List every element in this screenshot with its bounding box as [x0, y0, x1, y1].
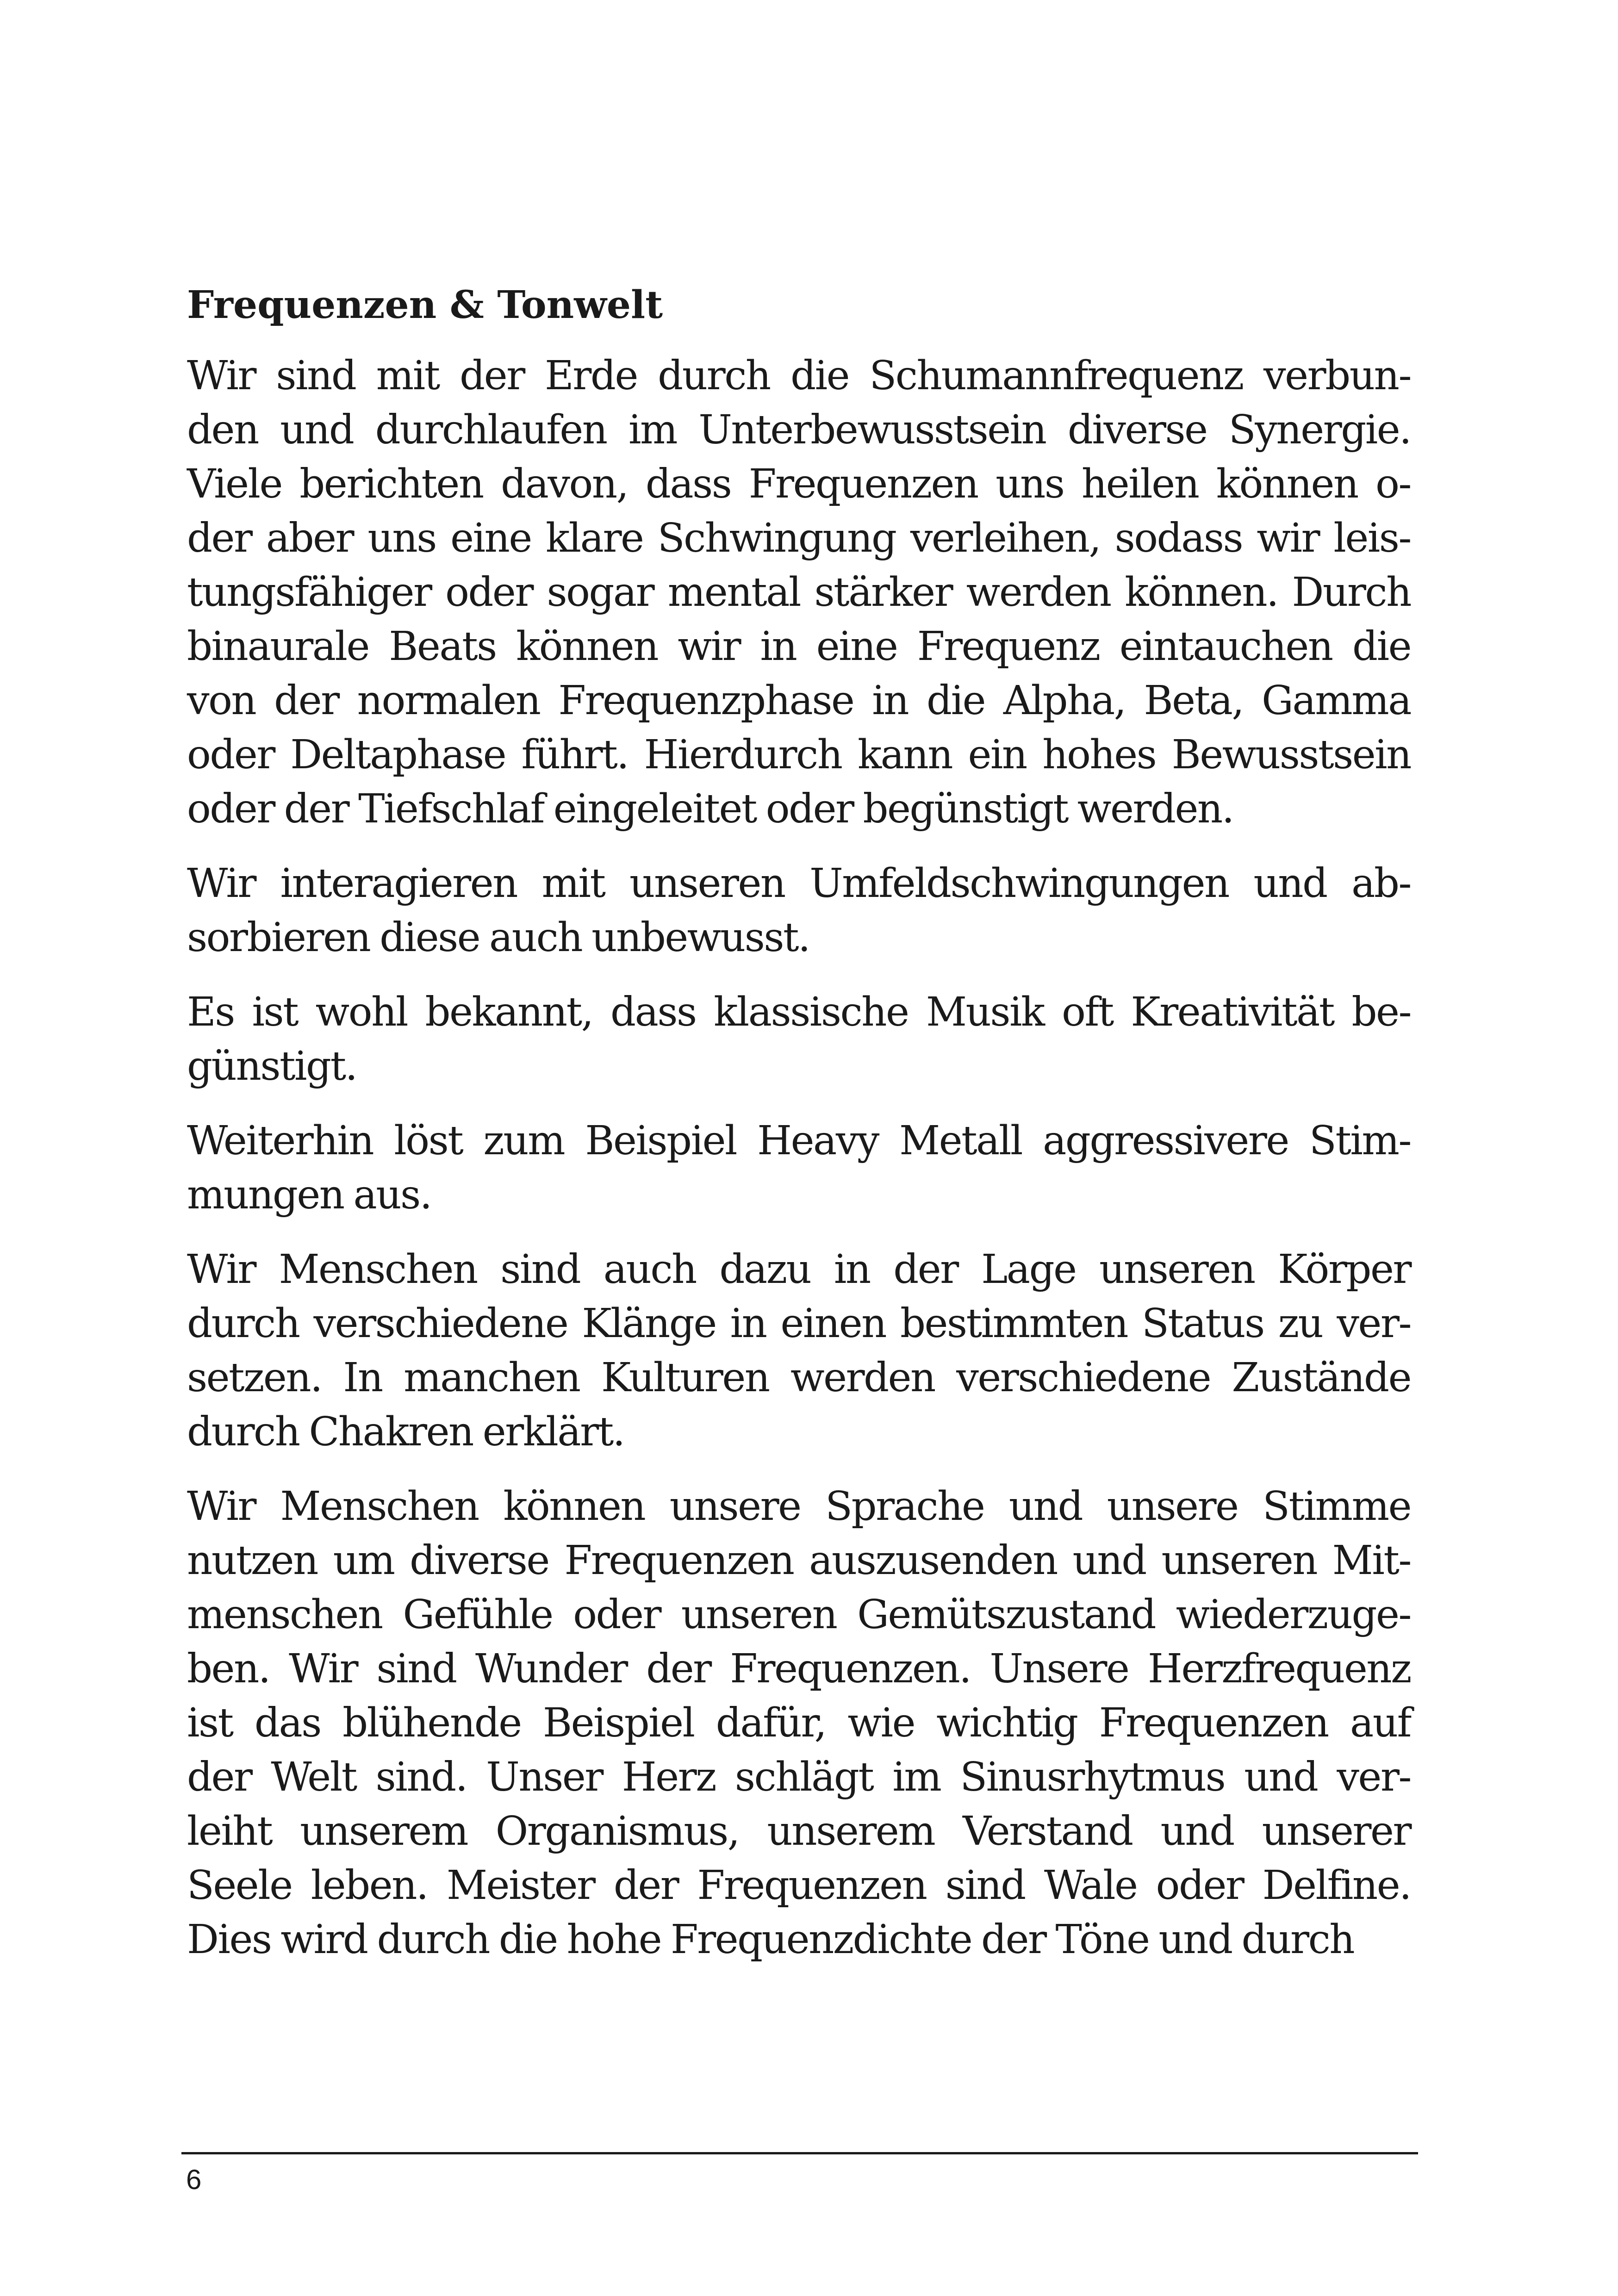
body-paragraph	[187, 349, 1411, 836]
text-line: Es ist wohl bekannt, dass klassische Musik oft Kreativität be-	[187, 989, 1411, 1036]
text-line: von der normalen Frequenzphase in die Alpha, Beta, Gamma	[187, 678, 1411, 724]
text-line: oder Deltaphase führt. Hierdurch kann ein hohes Bewusstsein	[187, 732, 1411, 778]
text-line: Wir Menschen können unsere Sprache und unsere Stimme	[187, 1483, 1411, 1530]
body-paragraph	[187, 857, 1411, 965]
page-number: 6	[186, 2164, 202, 2195]
text-line: binaurale Beats können wir in eine Frequenz eintauchen die	[187, 623, 1411, 670]
body-paragraph	[187, 985, 1411, 1094]
text-line: setzen. In manchen Kulturen werden verschiedene Zustände	[187, 1355, 1411, 1401]
text-line: ben. Wir sind Wunder der Frequenzen. Unsere Herzfrequenz	[187, 1646, 1411, 1692]
paragraph-list	[187, 349, 1411, 1967]
text-line: Wir Menschen sind auch dazu in der Lage unseren Körper	[187, 1246, 1411, 1293]
text-line: oder der Tiefschlaf eingeleitet oder begünstigt werden.	[187, 786, 1233, 833]
text-line: Viele berichten davon, dass Frequenzen uns heilen können o-	[187, 461, 1411, 508]
text-line: der aber uns eine klare Schwingung verleihen, sodass wir leis-	[187, 515, 1411, 562]
text-line: durch verschiedene Klänge in einen bestimmten Status zu ver-	[187, 1300, 1411, 1347]
text-line: ist das blühende Beispiel dafür, wie wichtig Frequenzen auf	[187, 1700, 1411, 1747]
text-line: sorbieren diese auch unbewusst.	[187, 915, 809, 961]
text-line: menschen Gefühle oder unseren Gemütszustand wiederzuge-	[187, 1592, 1411, 1638]
body-paragraph	[187, 1480, 1411, 1967]
text-line: Dies wird durch die hohe Frequenzdichte der Töne und durch	[187, 1916, 1354, 1963]
section-heading: Frequenzen & Tonwelt	[187, 283, 663, 327]
text-line: nutzen um diverse Frequenzen auszusenden und unseren Mit-	[187, 1537, 1411, 1584]
text-line: durch Chakren erklärt.	[187, 1409, 624, 1456]
body-paragraph	[187, 1114, 1411, 1222]
text-line: Wir sind mit der Erde durch die Schumannfrequenz verbun-	[187, 353, 1411, 399]
text-line: günstigt.	[187, 1043, 357, 1090]
footer-divider	[181, 2152, 1418, 2154]
text-line: Weiterhin löst zum Beispiel Heavy Metall aggressivere Stim-	[187, 1118, 1411, 1164]
text-line: mungen aus.	[187, 1172, 431, 1219]
text-line: tungsfähiger oder sogar mental stärker werden können. Durch	[187, 569, 1411, 616]
text-line: der Welt sind. Unser Herz schlägt im Sinusrhytmus und ver-	[187, 1754, 1411, 1801]
text-line: leiht unserem Organismus, unserem Verstand und unserer	[187, 1808, 1411, 1855]
text-line: den und durchlaufen im Unterbewusstsein diverse Synergie.	[187, 407, 1411, 454]
page-content	[187, 282, 1411, 1987]
text-line: Seele leben. Meister der Frequenzen sind Wale oder Delfine.	[187, 1862, 1411, 1909]
body-paragraph	[187, 1243, 1411, 1459]
text-line: Wir interagieren mit unseren Umfeldschwingungen und ab-	[187, 860, 1411, 907]
